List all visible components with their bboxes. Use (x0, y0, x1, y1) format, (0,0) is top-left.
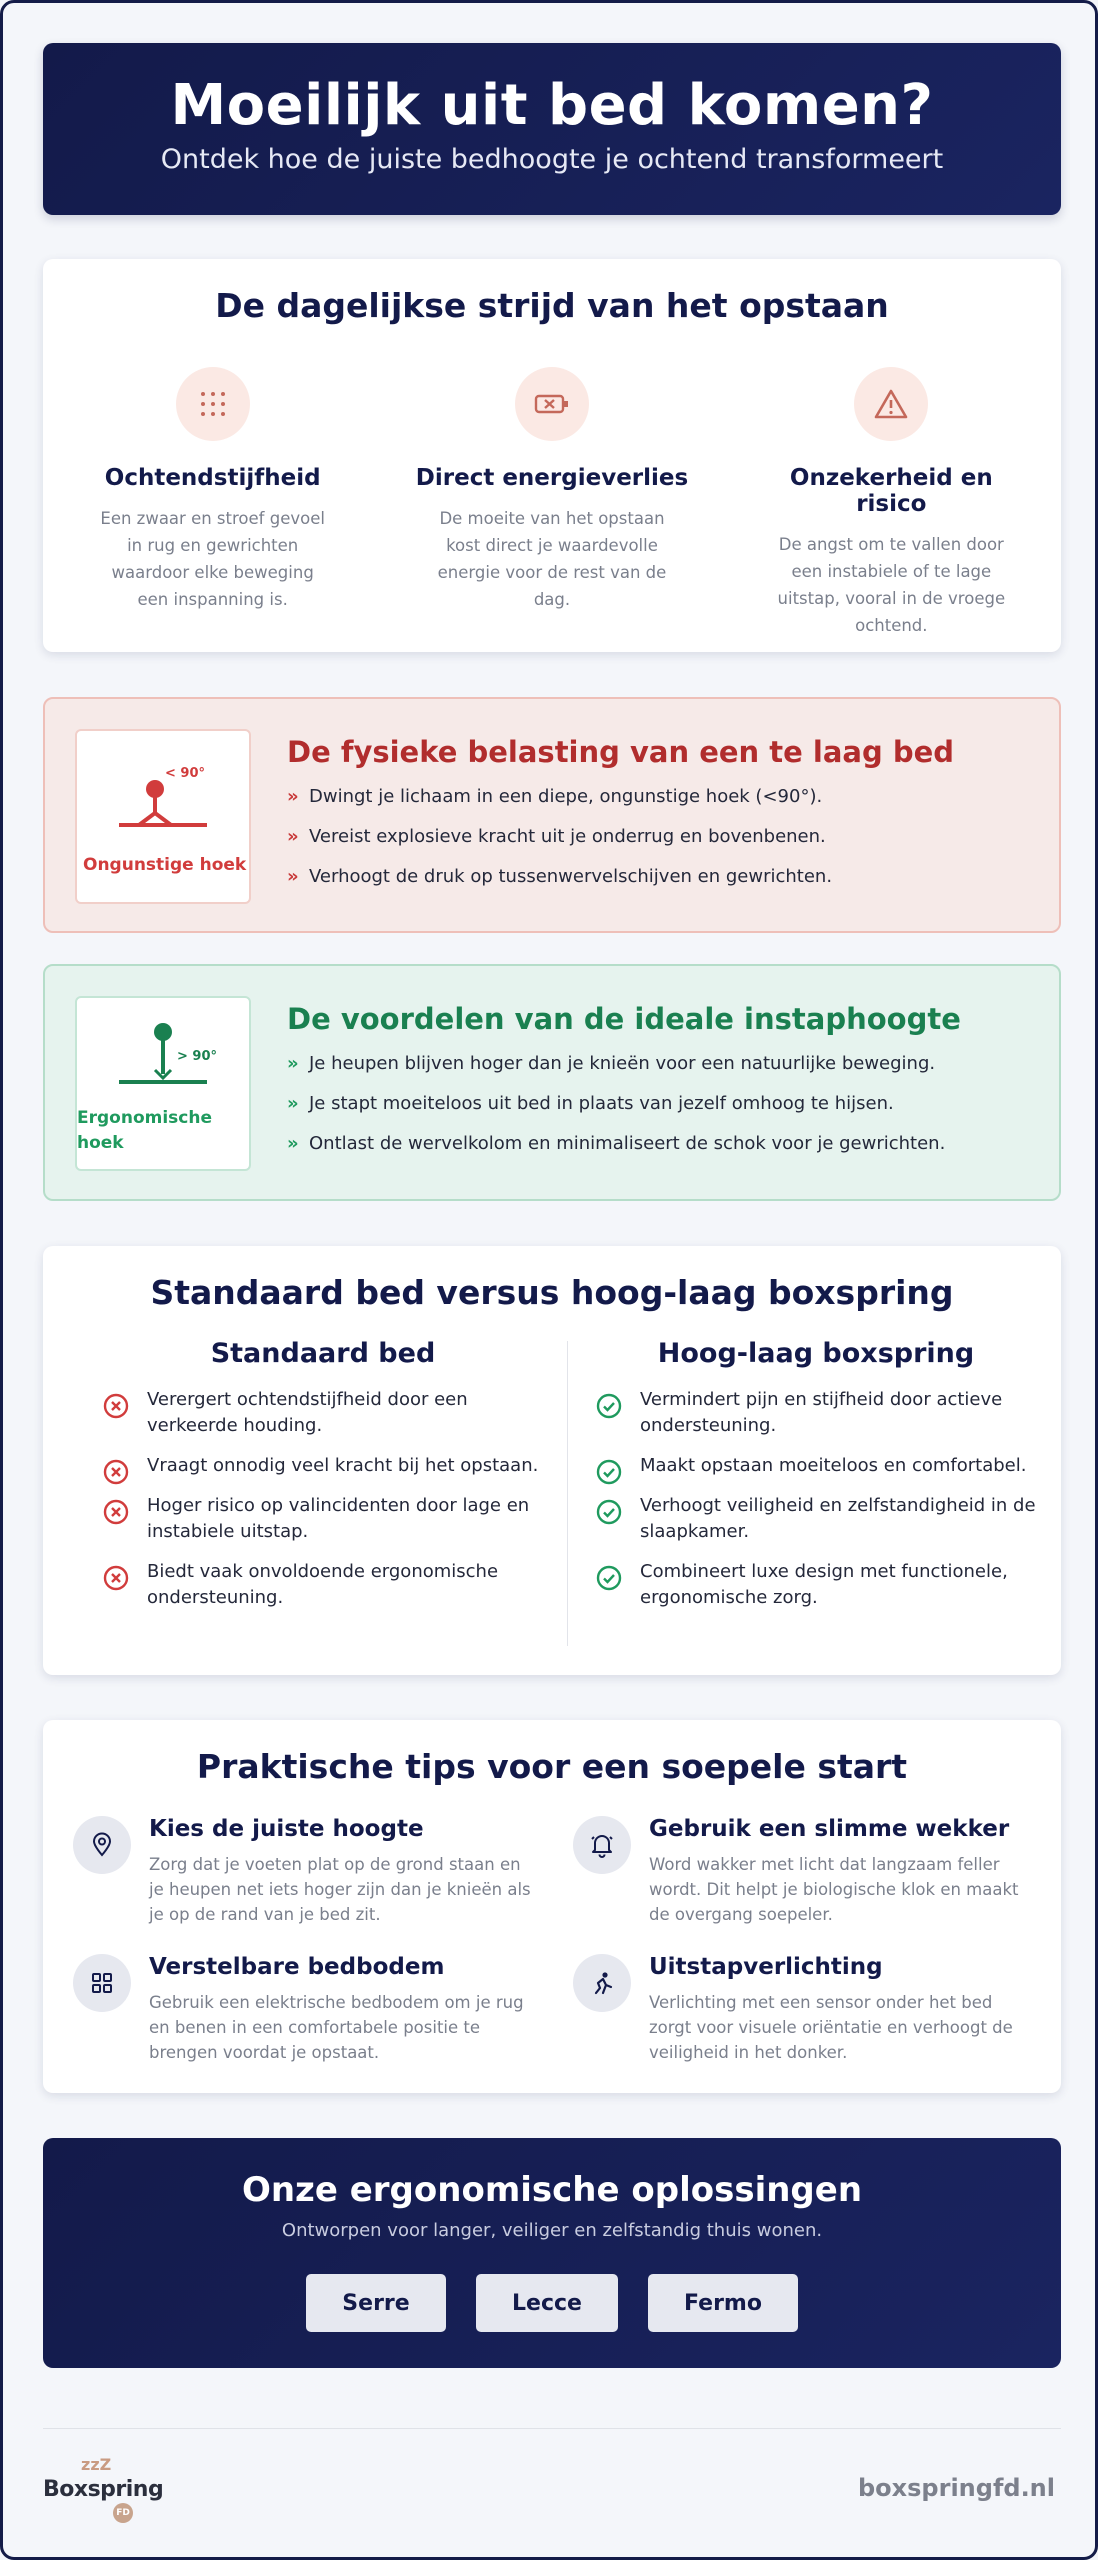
list-item (103, 1387, 543, 1439)
standard-bed-point: Vraagt onnodig veel kracht bij het opstaan. (147, 1455, 539, 1476)
benefit-list (287, 1052, 945, 1172)
list-item (103, 1493, 543, 1545)
list-item (596, 1387, 1036, 1439)
hero-banner (43, 43, 1061, 215)
tip-text: Word wakker met licht dat langzaam feller wordt. Dit helpt je biologische klok en maakt de overgang soepeler. (649, 1855, 1019, 1924)
struggle-item-text: De angst om te vallen door een instabiele of te lage uitstap, vooral in de vroege ochtend. (777, 535, 1006, 635)
x-circle-icon (103, 1459, 129, 1485)
bad-angle-illustration (77, 731, 253, 851)
page-subtitle: Ontdek hoe de juiste bedhoogte je ochtend transformeert (160, 144, 944, 175)
struggle-item-title: Ochtendstijfheid (104, 465, 321, 491)
boxspring-point: Verhoogt veiligheid en zelfstandigheid in de slaapkamer. (640, 1495, 1036, 1542)
list-item (103, 1559, 543, 1611)
logo-zzz: zzZ (81, 2455, 112, 2474)
chevron-right-icon: » (287, 1053, 299, 1074)
struggle-item-text: De moeite van het opstaan kost direct je waardevolle energie voor de rest van de dag. (437, 509, 667, 609)
struggle-title: De dagelijkse strijd van het opstaan (215, 286, 889, 325)
comparison-section (43, 1246, 1061, 1675)
good-angle-illustration (77, 998, 253, 1108)
tip-text: Zorg dat je voeten plat op de grond staan en je heupen net iets hoger zijn dan je knieën als je op de rand van je bed zit. (149, 1855, 531, 1924)
boxspring-column (596, 1338, 1036, 1625)
bad-angle-figure (75, 729, 251, 904)
struggle-item-title: Onzekerheid en risico (789, 465, 993, 517)
standard-bed-point: Biedt vaak onvoldoende ergonomische ondersteuning. (147, 1561, 499, 1608)
problem-panel (43, 697, 1061, 933)
boxspring-list (596, 1387, 1036, 1611)
bad-angle-caption: Ongunstige hoek (83, 855, 247, 875)
column-divider (567, 1341, 568, 1646)
struggle-section (43, 259, 1061, 652)
chevron-right-icon: » (287, 1133, 299, 1154)
struggle-item-title: Direct energieverlies (415, 465, 689, 491)
check-circle-icon (596, 1459, 622, 1485)
list-item (103, 1453, 543, 1479)
x-circle-icon (103, 1565, 129, 1591)
x-circle-icon (103, 1499, 129, 1525)
chevron-right-icon: » (287, 826, 299, 847)
list-item (287, 1092, 945, 1115)
tip-title: Uitstapverlichting (649, 1954, 883, 1980)
good-angle-caption: Ergonomische hoek (77, 1108, 212, 1153)
lecce-button[interactable]: Lecce (476, 2274, 618, 2332)
map-pin-icon (73, 1816, 131, 1874)
bell-icon (573, 1816, 631, 1874)
struggle-item-text: Een zwaar en stroef gevoel in rug en gewrichten waardoor elke beweging een inspanning is. (100, 509, 325, 609)
standard-bed-point: Verergert ochtendstijfheid door een verkeerde houding. (147, 1389, 468, 1436)
tip-title: Verstelbare bedbodem (149, 1954, 445, 1980)
grid-dots-icon (176, 367, 250, 441)
list-item (287, 785, 832, 808)
standard-bed-column (103, 1338, 543, 1625)
solutions-section (43, 2138, 1061, 2368)
grid-icon (73, 1954, 131, 2012)
list-item (596, 1559, 1036, 1611)
problem-point: Verhoogt de druk op tussenwervelschijven en gewrichten. (309, 866, 833, 887)
list-item (287, 1132, 945, 1155)
tips-section (43, 1720, 1061, 2093)
chevron-right-icon: » (287, 1093, 299, 1114)
boxspring-point: Maakt opstaan moeiteloos en comfortabel. (640, 1455, 1027, 1476)
good-angle-figure (75, 996, 251, 1171)
tip-text: Verlichting met een sensor onder het bed zorgt voor visuele oriëntatie en verhoogt de veiligheid in het donker. (649, 1993, 1013, 2062)
solutions-subtitle: Ontworpen voor langer, veiliger en zelfstandig thuis wonen. (281, 2220, 823, 2241)
logo-badge: FD (113, 2503, 133, 2523)
struggle-item (382, 367, 721, 639)
chevron-right-icon: » (287, 866, 299, 887)
list-item (596, 1453, 1036, 1479)
good-angle-label: > 90° (177, 1049, 218, 1064)
bad-angle-label: < 90° (165, 766, 206, 781)
benefit-point: Je stapt moeiteloos uit bed in plaats van jezelf omhoog te hijsen. (309, 1093, 894, 1114)
benefit-title: De voordelen van de ideale instaphoogte (287, 1002, 961, 1036)
page-title: Moeilijk uit bed komen? (170, 73, 934, 138)
standard-bed-title: Standaard bed (210, 1338, 436, 1369)
standard-bed-point: Hoger risico op valincidenten door lage en instabiele uitstap. (147, 1495, 530, 1542)
benefit-panel (43, 964, 1061, 1201)
chevron-right-icon: » (287, 786, 299, 807)
problem-point: Vereist explosieve kracht uit je onderrug en bovenbenen. (309, 826, 826, 847)
tip-title: Gebruik een slimme wekker (649, 1816, 1010, 1842)
website-link[interactable]: boxspringfd.nl (858, 2474, 1055, 2502)
problem-point: Dwingt je lichaam in een diepe, ongunstige hoek (<90°). (309, 786, 823, 807)
check-circle-icon (596, 1565, 622, 1591)
fermo-button[interactable]: Fermo (648, 2274, 798, 2332)
standard-bed-list (103, 1387, 543, 1611)
problem-list (287, 785, 832, 905)
boxspring-point: Combineert luxe design met functionele, ergonomische zorg. (640, 1561, 1008, 1608)
boxspring-title: Hoog-laag boxspring (657, 1338, 975, 1369)
list-item (287, 865, 832, 888)
list-item (287, 825, 832, 848)
check-circle-icon (596, 1499, 622, 1525)
solutions-title: Onze ergonomische oplossingen (241, 2170, 863, 2210)
tip-title: Kies de juiste hoogte (149, 1816, 424, 1842)
logo-wordmark: Boxspring (43, 2477, 164, 2502)
tips-title: Praktische tips voor een soepele start (196, 1747, 908, 1786)
struggle-item (43, 367, 382, 639)
benefit-point: Je heupen blijven hoger dan je knieën voor een natuurlijke beweging. (309, 1053, 936, 1074)
brand-logo[interactable] (43, 2455, 183, 2527)
footer-divider (43, 2428, 1061, 2429)
list-item (287, 1052, 945, 1075)
battery-low-icon (515, 367, 589, 441)
problem-title: De fysieke belasting van een te laag bed (287, 735, 955, 769)
x-circle-icon (103, 1393, 129, 1419)
walking-person-icon (573, 1954, 631, 2012)
comparison-title: Standaard bed versus hoog-laag boxspring (150, 1273, 954, 1312)
benefit-point: Ontlast de wervelkolom en minimaliseert de schok voor je gewrichten. (309, 1133, 946, 1154)
tip-text: Gebruik een elektrische bedbodem om je rug en benen in een comfortabele positie te brengen voordat je opstaat. (149, 1993, 524, 2062)
struggle-item (722, 367, 1061, 639)
check-circle-icon (596, 1393, 622, 1419)
boxspring-point: Vermindert pijn en stijfheid door actieve ondersteuning. (640, 1389, 1003, 1436)
list-item (596, 1493, 1036, 1545)
solutions-buttons (43, 2274, 1061, 2332)
serre-button[interactable]: Serre (306, 2274, 446, 2332)
warning-triangle-icon (854, 367, 928, 441)
